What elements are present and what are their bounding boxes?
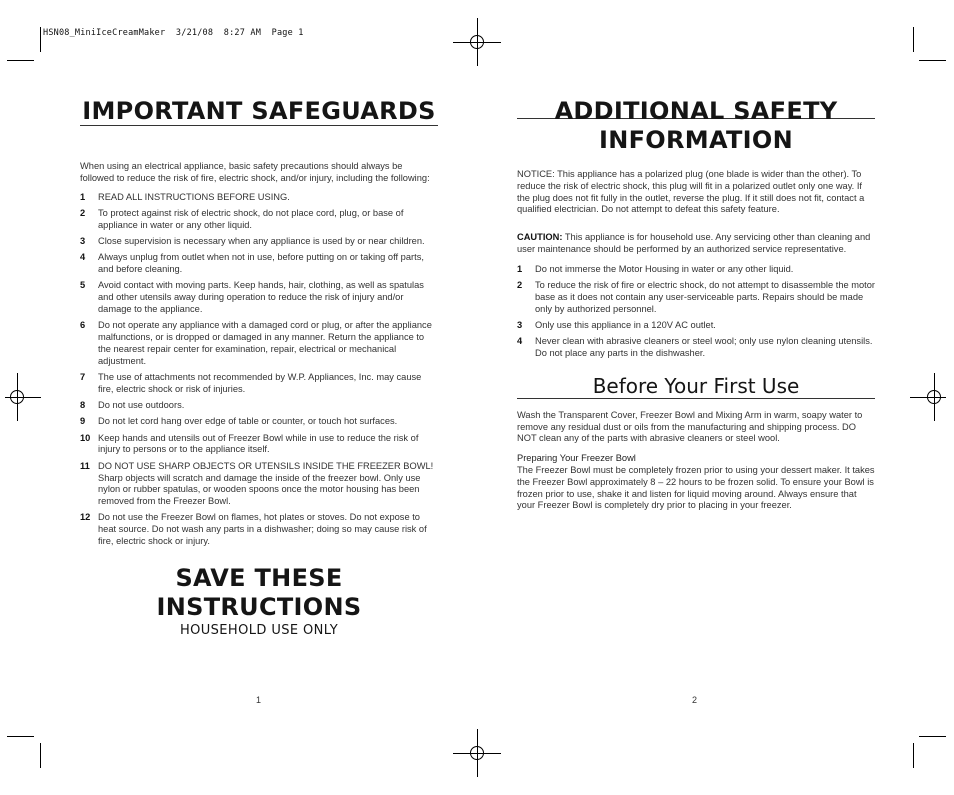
page-number: 2 [692,695,698,705]
list-item: 1 Do not immerse the Motor Housing in water or any other liquid. [517,263,794,274]
list-item: 4 Never clean with abrasive cleaners or steel wool; only use nylon cleaning utensils. Do not place any parts in the dishwasher. [517,336,873,359]
crop-mark [919,736,946,737]
right-page [517,90,875,512]
additional-safety-list [517,264,875,360]
list-item: 6 Do not operate any appliance with a damaged cord or plug, or after the appliance malfunctions, or is dropped or damaged in any manner. Return the appliance to the nearest repair center for examination, repair, electrical or mechanical adjustment. [80,320,432,366]
preparing-freezer-bowl-heading: Preparing Your Freezer Bowl [517,453,636,464]
important-safeguards-title: IMPORTANT SAFEGUARDS [82,97,436,125]
before-first-use-title: Before Your First Use [592,373,800,398]
caution-label: CAUTION: [517,232,563,243]
household-use-subtitle: HOUSEHOLD USE ONLY [179,622,339,638]
list-item: 2 To reduce the risk of fire or electric shock, do not attempt to disassemble the motor base as it does not contain any user-serviceable parts. Repairs should be made only by authorized personnel. [517,280,876,314]
list-item: 3 Only use this appliance in a 120V AC outlet. [517,319,716,330]
first-use-text: Wash the Transparent Cover, Freezer Bowl and Mixing Arm in warm, soapy water to remove any residual dust or oils from the manufacturing and shipping process. DO NOT clean any of the parts with abrasive cleaners or steel wool. [517,409,863,444]
section-rule [517,398,875,399]
list-item: 3 Close supervision is necessary when any appliance is used by or near children. [80,235,425,246]
caution-paragraph: CAUTION: This appliance is for household use. Any servicing other than cleaning and user maintenance should be performed by an authorized service representative. [517,232,871,254]
crop-mark [913,743,914,768]
polarized-plug-notice: NOTICE: This appliance has a polarized plug (one blade is wider than the other). To reduce the risk of electric shock, this plug will fit in a polarized outlet only one way. If the plug does not fit fully in the outlet, reverse the plug. If it still does not fit, contact a qualified electrician. Do not attempt to defeat this safety feature. [517,169,865,215]
left-page [80,90,438,639]
crop-mark [40,27,41,52]
crop-mark [913,27,914,52]
preparing-freezer-bowl-text: The Freezer Bowl must be completely frozen prior to using your dessert maker. It takes the Freezer Bowl approximately 8 – 22 hours to be frozen solid. To ensure your Bowl is frozen prior to use, shake it and listen for liquid moving around. Always ensure that your Freezer Bowl is completely dry prior to placing in your freezer. [517,465,875,511]
list-item: 1 READ ALL INSTRUCTIONS BEFORE USING. [80,191,290,202]
page-number: 1 [256,695,262,705]
crop-mark [7,736,34,737]
list-item: 7 The use of attachments not recommended by W.P. Appliances, Inc. may cause fire, electric shock or risk of injuries. [80,371,422,394]
list-item: 10 Keep hands and utensils out of Freezer Bowl while in use to reduce the risk of injury to persons or to the appliance itself. [80,432,419,455]
safeguards-intro: When using an electrical appliance, basic safety precautions should always be followed to reduce the risk of fire, electric shock, and/or injury, including the following: [80,161,430,183]
crop-mark [40,743,41,768]
crop-mark [7,60,34,61]
list-item: 9 Do not let cord hang over edge of table or counter, or touch hot surfaces. [80,416,398,427]
list-item: 8 Do not use outdoors. [80,400,185,411]
title-line: ADDITIONAL SAFETY [554,97,838,125]
list-item: 11 DO NOT USE SHARP OBJECTS OR UTENSILS INSIDE THE FREEZER BOWL! Sharp objects will scratch and damage the inside of the freezer bowl. Only use nylon or rubber spatulas, or wooden spoons once the motor housing has been removed from the Freezer Bowl. [80,460,434,507]
title-line: INFORMATION [599,126,793,154]
crop-mark [919,60,946,61]
printer-slug: HSN08_MiniIceCreamMaker 3/21/08 8:27 AM Page 1 [43,28,304,38]
list-item: 12 Do not use the Freezer Bowl on flames, hot plates or stoves. Do not expose to heat source. Do not wash any parts in a dishwasher; doing so may cause risk of fire, electric shock or injury. [80,512,427,547]
save-instructions-title: SAVE THESE INSTRUCTIONS [156,563,362,621]
list-item: 4 Always unplug from outlet when not in use, before putting on or taking off parts, and before cleaning. [80,252,424,275]
list-item: 2 To protect against risk of electric shock, do not place cord, plug, or base of appliance in water or any other liquid. [80,207,404,230]
list-item: 5 Avoid contact with moving parts. Keep hands, hair, clothing, as well as spatulas and other utensils away during operation to reduce the risk of injury and/or damage to the appliance. [80,280,424,314]
additional-safety-title [517,97,875,155]
safeguards-list [80,192,438,548]
